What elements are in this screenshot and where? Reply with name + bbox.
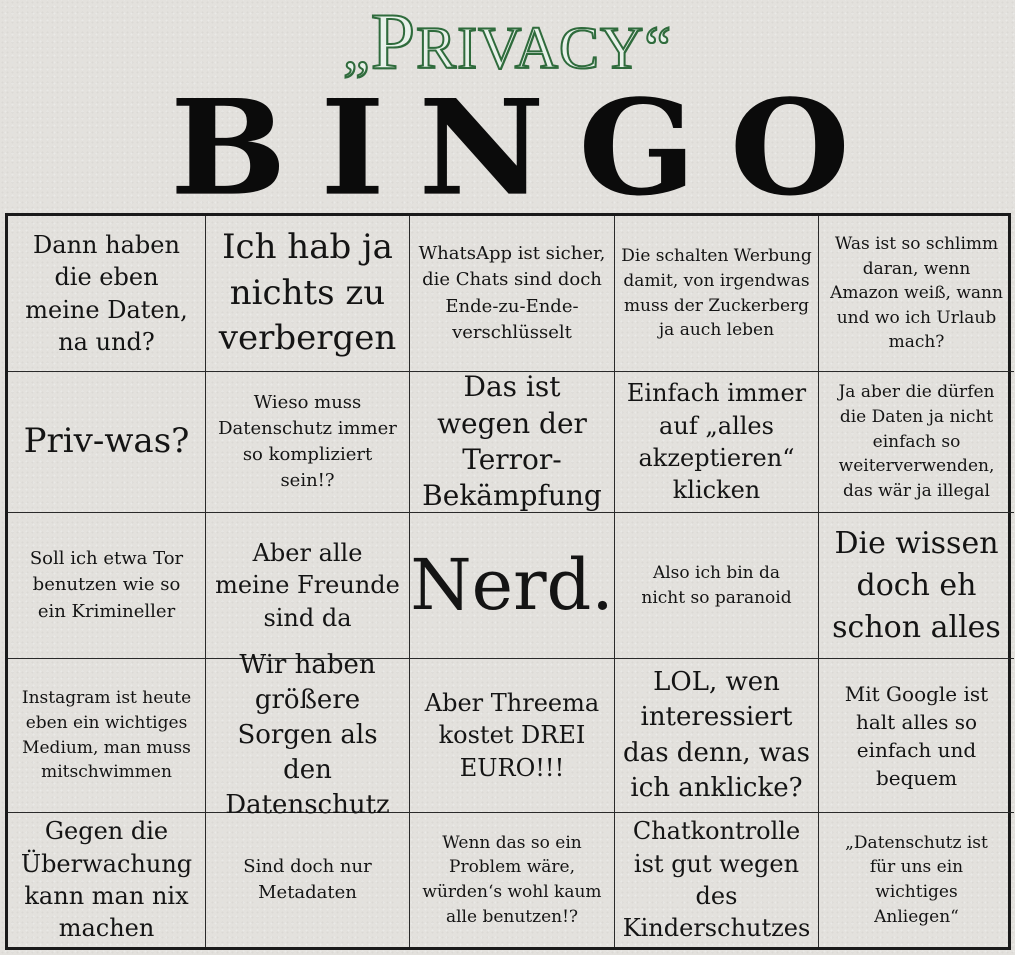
cell-text: Einfach immer auf „alles akzeptieren“ klicken: [626, 379, 807, 505]
cell-text: Was ist so schlimm daran, wenn Amazon weiß, wann und wo ich Urlaub mach?: [830, 233, 1003, 353]
bingo-cell[interactable]: [819, 659, 1014, 813]
bingo-letter: B: [170, 70, 287, 225]
bingo-cell[interactable]: [615, 216, 819, 372]
cell-text: Also ich bin da nicht so paranoid: [641, 562, 792, 608]
cell-text: Nerd.: [410, 544, 614, 626]
bingo-cell[interactable]: [206, 216, 410, 372]
bingo-title: [170, 70, 850, 225]
bingo-cell[interactable]: [206, 813, 410, 947]
cell-text: Wenn das so ein Problem wäre, würden‘s wohl kaum alle benutzen!?: [422, 832, 602, 927]
cell-text: Ja aber die dürfen die Daten ja nicht einfach so weiterverwenden, das wär ja illegal: [838, 382, 995, 501]
cell-text: Aber Threema kostet DREI EURO!!!: [424, 688, 600, 782]
bingo-cell[interactable]: [206, 649, 410, 821]
privacy-open-quote: „: [342, 15, 371, 81]
header: [0, 0, 1015, 225]
bingo-cell[interactable]: [206, 513, 410, 659]
bingo-grid: [5, 213, 1011, 950]
privacy-rest: RIVACY: [416, 15, 645, 81]
bingo-cell[interactable]: [615, 513, 819, 659]
bingo-cell[interactable]: [410, 216, 615, 372]
cell-text: Die schalten Werbung damit, von irgendwas muss der Zuckerberg ja auch leben: [621, 246, 812, 341]
cell-text: Gegen die Überwachung kann man nix machen: [20, 817, 193, 943]
cell-text: Das ist wegen der Terror-Bekämpfung: [422, 370, 602, 513]
bingo-cell[interactable]: [8, 216, 206, 372]
cell-text: Sind doch nur Metadaten: [243, 855, 372, 903]
cell-text: LOL, wen interessiert das denn, was ich anklicke?: [623, 667, 810, 803]
bingo-letter: N: [418, 70, 545, 225]
cell-text: Chatkontrolle ist gut wegen des Kinderschutzes: [622, 817, 811, 943]
cell-text: Wir haben größere Sorgen als den Datenschutz: [225, 649, 390, 821]
bingo-cell[interactable]: [819, 372, 1014, 513]
bingo-cell[interactable]: [8, 659, 206, 813]
bingo-cell[interactable]: [410, 659, 615, 813]
bingo-cell[interactable]: [206, 372, 410, 513]
cell-text: Dann haben die eben meine Daten, na und?: [25, 230, 188, 356]
cell-text: Ich hab ja nichts zu verbergen: [218, 226, 397, 359]
bingo-cell[interactable]: [615, 372, 819, 513]
bingo-cell[interactable]: [819, 513, 1014, 659]
cell-text: WhatsApp ist sicher, die Chats sind doch Ende-zu-Ende-verschlüsselt: [418, 243, 606, 343]
privacy-close-quote: “: [644, 15, 673, 81]
bingo-letter: I: [320, 70, 385, 225]
bingo-cell[interactable]: [8, 813, 206, 947]
bingo-cell[interactable]: [8, 372, 206, 513]
bingo-cell[interactable]: [8, 513, 206, 659]
bingo-cell[interactable]: [410, 513, 615, 659]
cell-text: Instagram ist heute eben ein wichtiges Medium, man muss mitschwimmen: [21, 688, 192, 783]
bingo-cell[interactable]: [819, 813, 1014, 947]
bingo-cell[interactable]: [410, 372, 615, 513]
bingo-cell[interactable]: [410, 813, 615, 947]
cell-text: Wieso muss Datenschutz immer so kompliziert sein!?: [218, 391, 397, 492]
cell-text: Priv-was?: [23, 421, 190, 462]
bingo-cell[interactable]: [615, 813, 819, 947]
cell-text: Mit Google ist halt alles so einfach und bequem: [844, 681, 989, 790]
bingo-letter: G: [578, 70, 697, 225]
bingo-letter: O: [729, 70, 850, 225]
bingo-cell[interactable]: [819, 216, 1014, 372]
cell-text: „Datenschutz ist für uns ein wichtiges Anliegen“: [845, 832, 988, 927]
cell-text: Soll ich etwa Tor benutzen wie so ein Krimineller: [29, 548, 184, 622]
bingo-cell[interactable]: [615, 659, 819, 813]
privacy-initial: P: [370, 0, 417, 86]
cell-text: Die wissen doch eh schon alles: [832, 525, 1001, 645]
cell-text: Aber alle meine Freunde sind da: [215, 538, 400, 632]
